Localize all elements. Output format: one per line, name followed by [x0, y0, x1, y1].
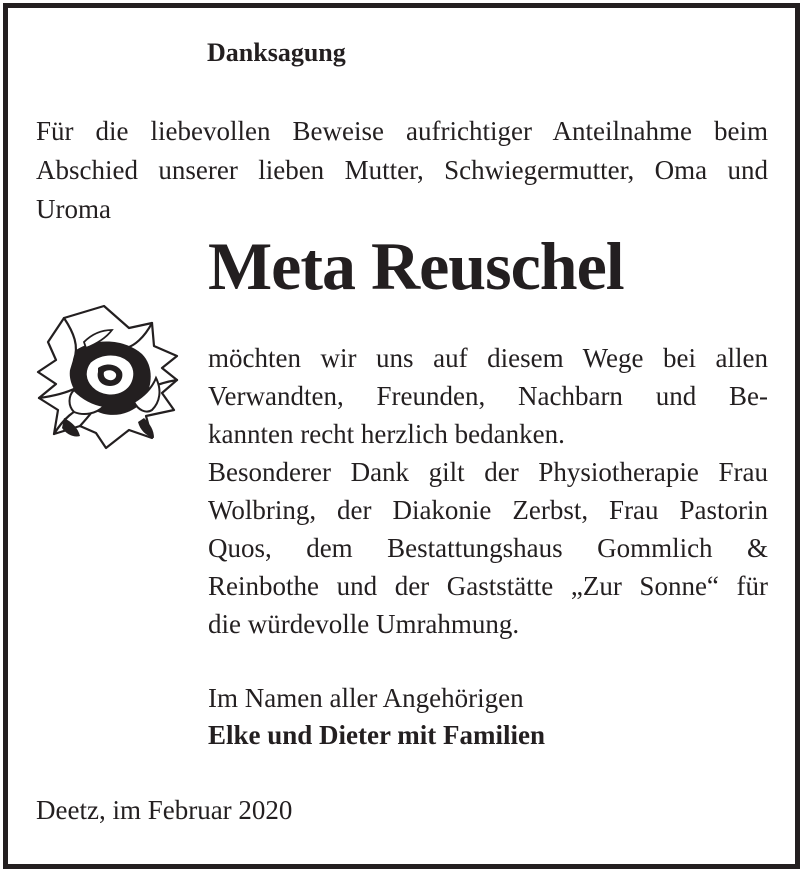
- notice-heading: Danksagung: [207, 38, 346, 67]
- thanks-line: Verwandten, Freunden, Nachbarn und Be-: [208, 381, 768, 411]
- signed-by: Elke und Dieter mit Familien: [208, 720, 545, 750]
- closing-line: Im Namen aller Angehörigen: [208, 683, 524, 713]
- closing-block: [208, 680, 545, 754]
- thanks-line: Quos, dem Bestattungshaus Gommlich &: [208, 533, 768, 563]
- thanks-line: die würdevolle Umrahmung.: [208, 609, 520, 639]
- thanks-paragraph: [208, 339, 768, 643]
- deceased-name: Meta Reuschel: [208, 228, 624, 304]
- thanks-line: möchten wir uns auf diesem Wege bei allen: [208, 343, 768, 373]
- thanks-line: Besonderer Dank gilt der Physiotherapie Frau: [208, 457, 768, 487]
- place-date: Deetz, im Februar 2020: [36, 795, 293, 825]
- thanks-line: Reinbothe und der Gaststätte „Zur Sonne“ für: [208, 571, 768, 601]
- intro-line: Für die liebevollen Beweise aufrichtiger Anteilnahme beim: [36, 116, 768, 146]
- intro-line: Abschied unserer lieben Mutter, Schwiegermutter, Oma und: [36, 155, 768, 185]
- thanks-line: Wolbring, der Diakonie Zerbst, Frau Pastorin: [208, 495, 768, 525]
- thanks-line: kannten recht herzlich bedanken.: [208, 419, 565, 449]
- intro-line: Uroma: [36, 194, 111, 224]
- rose-icon: [34, 298, 184, 458]
- intro-paragraph: [36, 112, 768, 229]
